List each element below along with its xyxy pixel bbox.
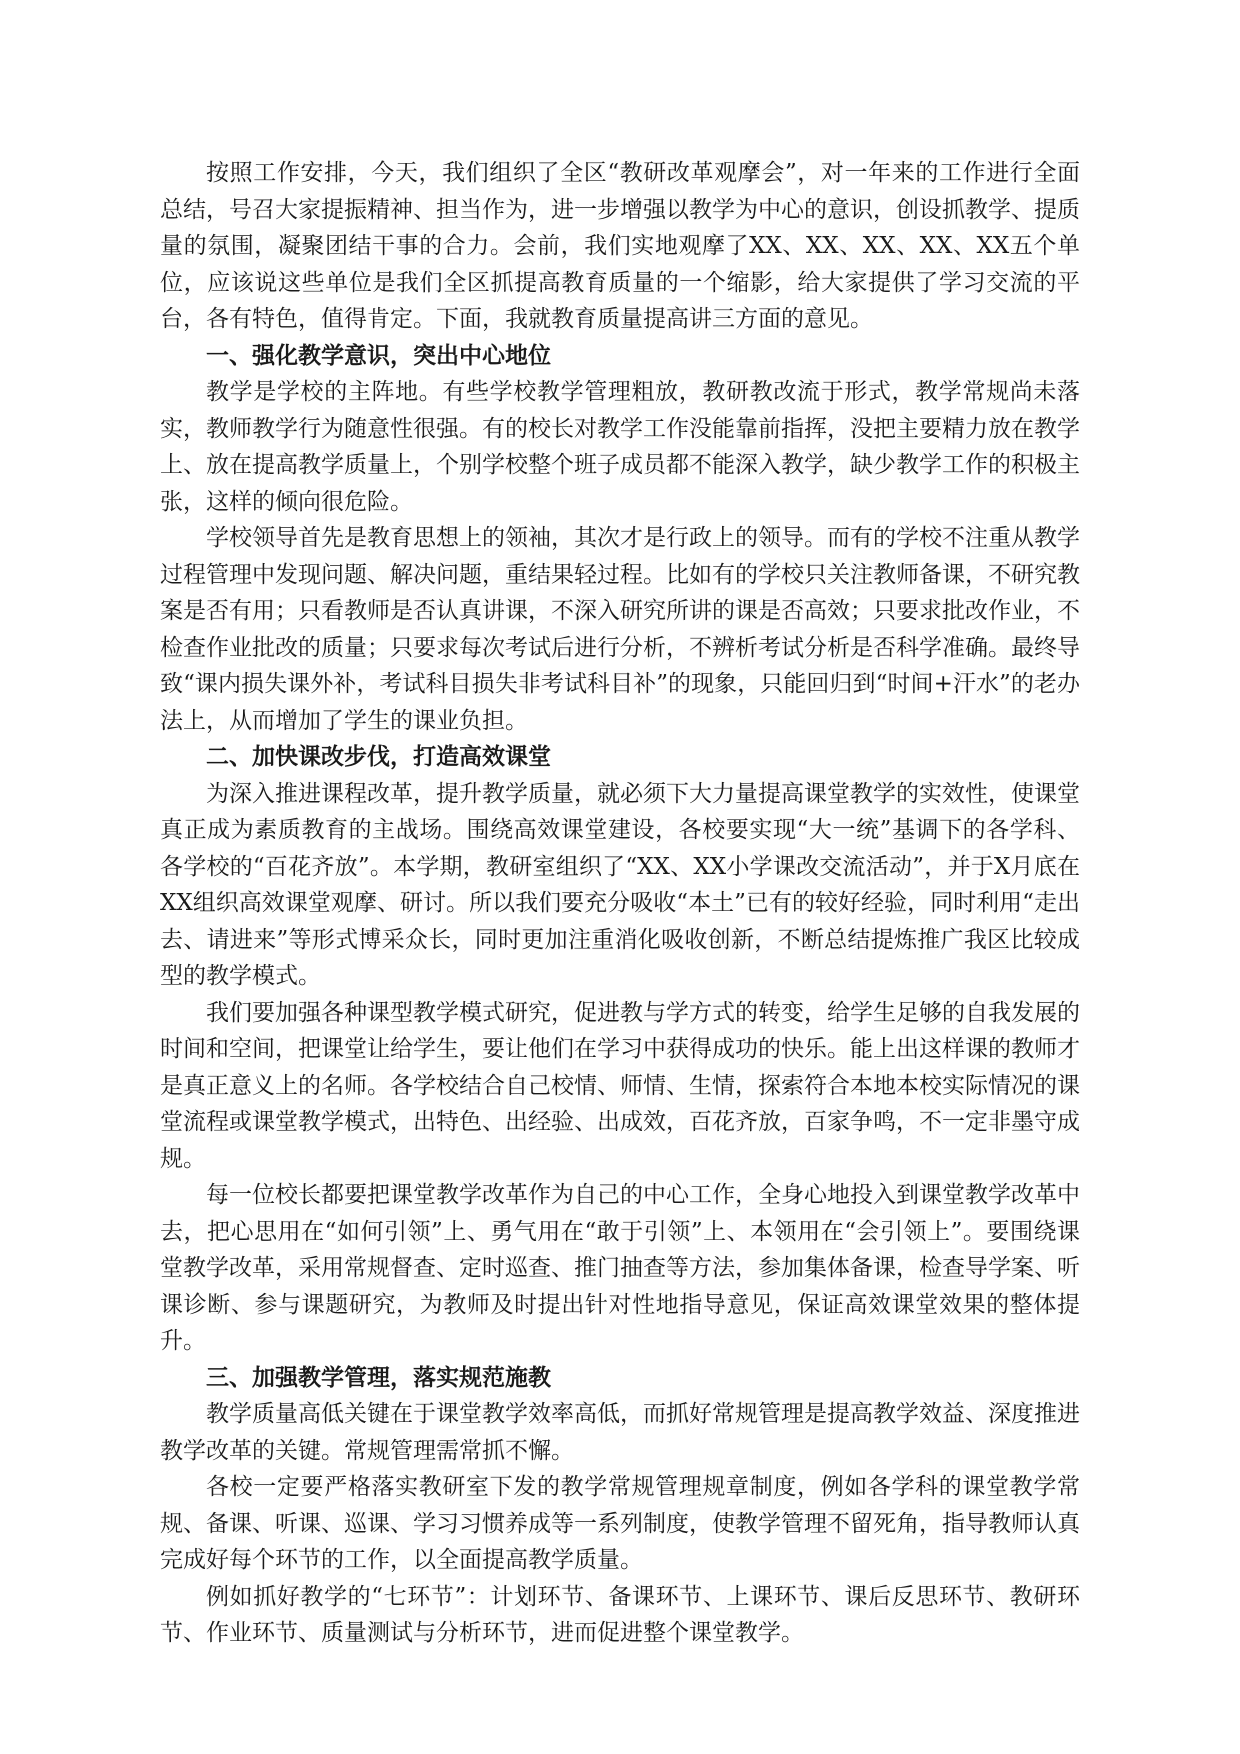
section-2-paragraph-2: 我们要加强各种课型教学模式研究，促进教与学方式的转变，给学生足够的自我发展的时间和空间，把课堂让给学生，要让他们在学习中获得成功的快乐。能上出这样课的教师才是真正意义上的名师。各学校结合自己校情、师情、生情，探索符合本地本校实际情况的课堂流程或课堂教学模式，出特色、出经验、出成效，百花齐放，百家争鸣，不一定非墨守成规。 <box>160 999 1080 1172</box>
section-1-paragraph-2: 学校领导首先是教育思想上的领袖，其次才是行政上的领导。而有的学校不注重从教学过程管理中发现问题、解决问题，重结果轻过程。比如有的学校只关注教师备课，不研究教案是否有用；只看教师是否认真讲课，不深入研究所讲的课是否高效；只要求批改作业，不检查作业批改的质量；只要求每次考试后进行分析，不辨析考试分析是否科学准确。最终导致“课内损失课外补，考试科目损失非考试科目补”的现象，只能回归到“时间+汗水”的老办法上，从而增加了学生的课业负担。 <box>160 525 1080 734</box>
section-3-paragraph-2: 各校一定要严格落实教研室下发的教学常规管理规章制度，例如各学科的课堂教学常规、备课、听课、巡课、学习习惯养成等一系列制度，使教学管理不留死角，指导教师认真完成好每个环节的工作，以全面提高教学质量。 <box>160 1474 1080 1573</box>
section-1-paragraph-1: 教学是学校的主阵地。有些学校教学管理粗放，教研教改流于形式，教学常规尚未落实，教师教学行为随意性很强。有的校长对教学工作没能靠前指挥，没把主要精力放在教学上、放在提高教学质量上，个别学校整个班子成员都不能深入教学，缺少教学工作的积极主张，这样的倾向很危险。 <box>160 379 1080 515</box>
section-heading-3: 三、加强教学管理，落实规范施教 <box>206 1363 551 1391</box>
section-heading-2: 二、加快课改步伐，打造高效课堂 <box>206 743 551 770</box>
section-3-paragraph-3: 例如抓好教学的“七环节”：计划环节、备课环节、上课环节、课后反思环节、教研环节、作业环节、质量测试与分析环节，进而促进整个课堂教学。 <box>160 1583 1080 1646</box>
section-heading-1: 一、强化教学意识，突出中心地位 <box>206 341 551 369</box>
section-2-paragraph-3: 每一位校长都要把课堂教学改革作为自己的中心工作，全身心地投入到课堂教学改革中去，把心思用在“如何引领”上、勇气用在“敢于引领”上、本领用在“会引领上”。要围绕课堂教学改革，采用常规督查、定时巡查、推门抽查等方法，参加集体备课，检查导学案、听课诊断、参与课题研究，为教师及时提出针对性地指导意见，保证高效课堂效果的整体提升。 <box>160 1182 1080 1354</box>
intro-paragraph: 按照工作安排，今天，我们组织了全区“教研改革观摩会”，对一年来的工作进行全面总结，号召大家提振精神、担当作为，进一步增强以教学为中心的意识，创设抓教学、提质量的氛围，凝聚团结干事的合力。会前，我们实地观摩了XX、XX、XX、XX、XX五个单位，应该说这些单位是我们全区抓提高教育质量的一个缩影，给大家提供了学习交流的平台，各有特色，值得肯定。下面，我就教育质量提高讲三方面的意见。 <box>160 160 1080 332</box>
section-3-paragraph-1: 教学质量高低关键在于课堂教学效率高低，而抓好常规管理是提高教学效益、深度推进教学改革的关键。常规管理需常抓不懈。 <box>160 1401 1080 1464</box>
section-2-paragraph-1: 为深入推进课程改革，提升教学质量，就必须下大力量提高课堂教学的实效性，使课堂真正成为素质教育的主战场。围绕高效课堂建设，各校要实现“大一统”基调下的各学科、各学校的“百花齐放”。本学期，教研室组织了“XX、XX小学课改交流活动”，并于X月底在XX组织高效课堂观摩、研讨。所以我们要充分吸收“本土”已有的较好经验，同时利用“走出去、请进来”等形式博采众长，同时更加注重消化吸收创新，不断总结提炼推广我区比较成型的教学模式。 <box>160 780 1080 989</box>
document-body <box>160 155 1080 1652</box>
